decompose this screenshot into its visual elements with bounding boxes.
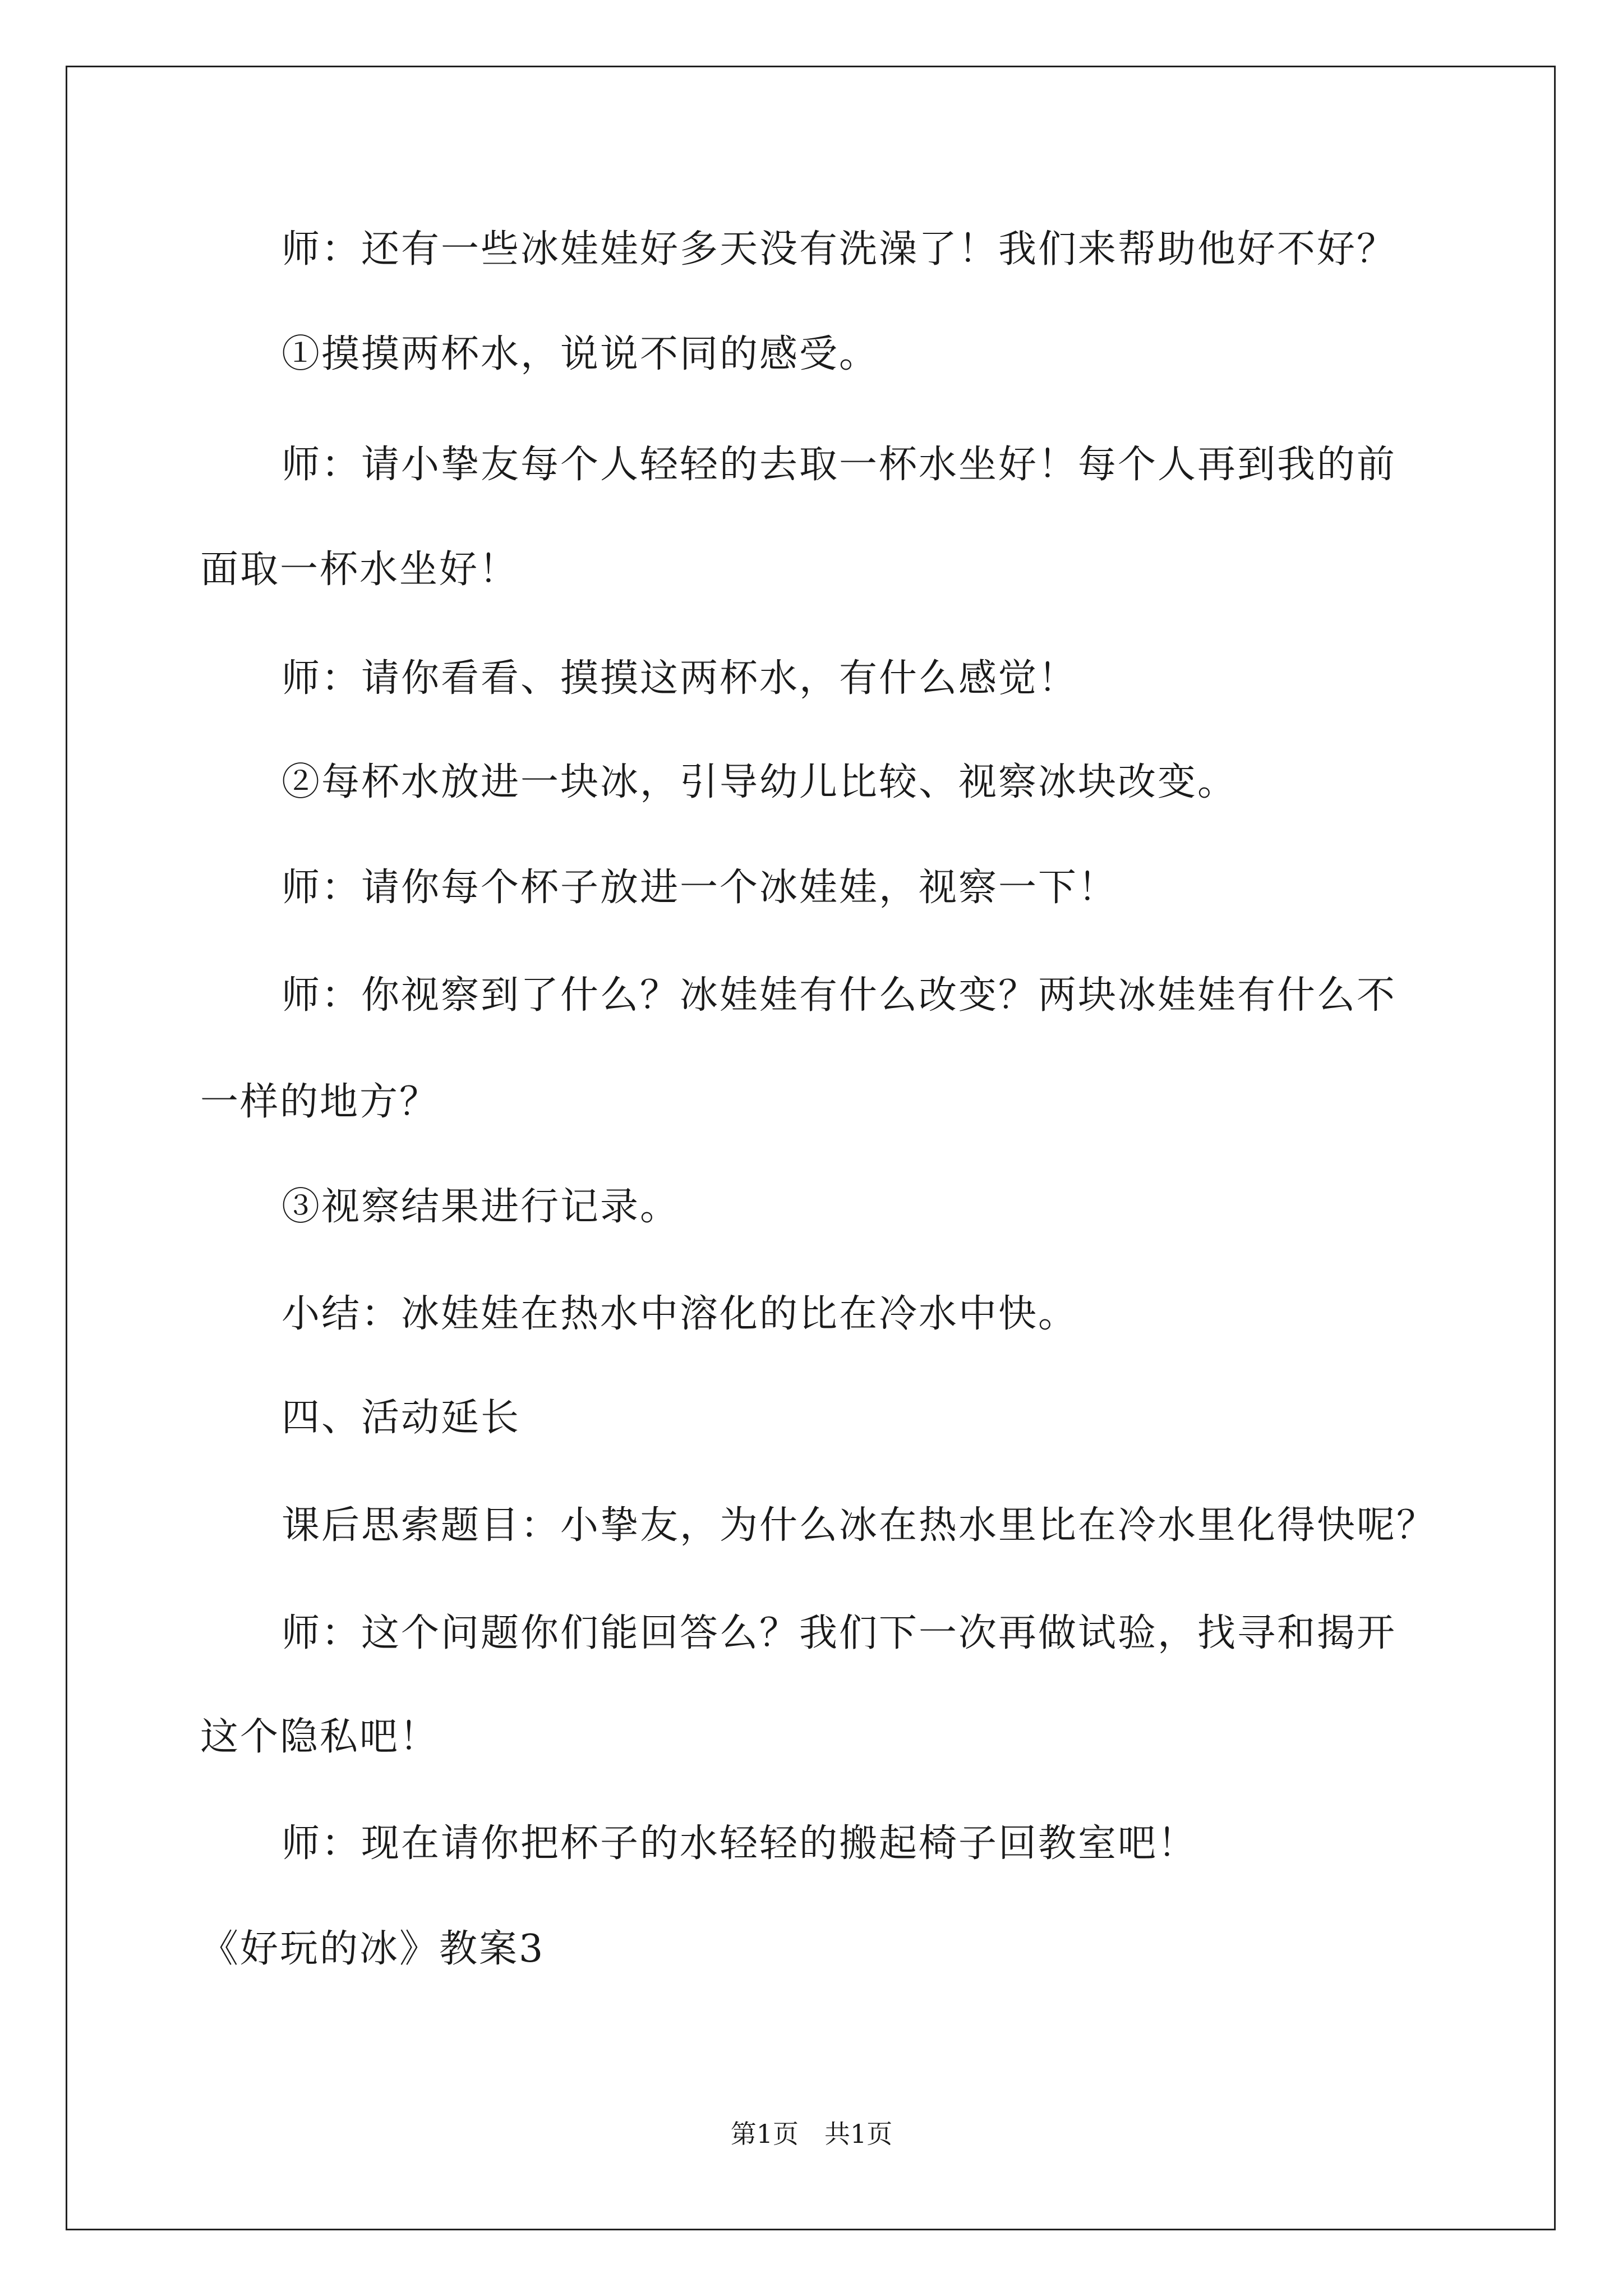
paragraph-line: 面取一杯水坐好！: [200, 547, 519, 592]
paragraph-line: 师：还有一些冰娃娃好多天没有洗澡了！我们来帮助他好不好？: [282, 227, 1397, 272]
document-title: 《好玩的冰》教案3: [200, 1927, 545, 1971]
paragraph-line: 师：请你每个杯子放进一个冰娃娃，视察一下！: [282, 866, 1118, 910]
paragraph-line: ②每杯水放进一块冰，引导幼儿比较、视察冰块改变。: [282, 760, 1238, 804]
paragraph-line: 师：请你看看、摸摸这两杯水，有什么感觉！: [282, 656, 1078, 701]
paragraph-line: 师：请小挚友每个人轻轻的去取一杯水坐好！每个人再到我的前: [282, 443, 1397, 487]
paragraph-line: 师：这个问题你们能回答么？我们下一次再做试验，找寻和揭开: [282, 1611, 1397, 1655]
paragraph-line: 这个隐私吧！: [200, 1715, 440, 1759]
paragraph-line: ①摸摸两杯水，说说不同的感受。: [282, 332, 879, 376]
page-border: [66, 66, 1556, 2230]
paragraph-line: 课后思索题目：小挚友，为什么冰在热水里比在冷水里化得快呢？: [282, 1503, 1437, 1548]
paragraph-line: 一样的地方？: [200, 1080, 440, 1124]
page-footer: 第1页 共1页: [730, 2119, 893, 2149]
paragraph-line: 小结：冰娃娃在热水中溶化的比在冷水中快。: [282, 1292, 1078, 1336]
paragraph-line: 师：现在请你把杯子的水轻轻的搬起椅子回教室吧！: [282, 1821, 1198, 1866]
section-heading: 四、活动延长: [282, 1396, 521, 1440]
paragraph-line: ③视察结果进行记录。: [282, 1185, 680, 1229]
paragraph-line: 师：你视察到了什么？冰娃娃有什么改变？两块冰娃娃有什么不: [282, 973, 1397, 1018]
